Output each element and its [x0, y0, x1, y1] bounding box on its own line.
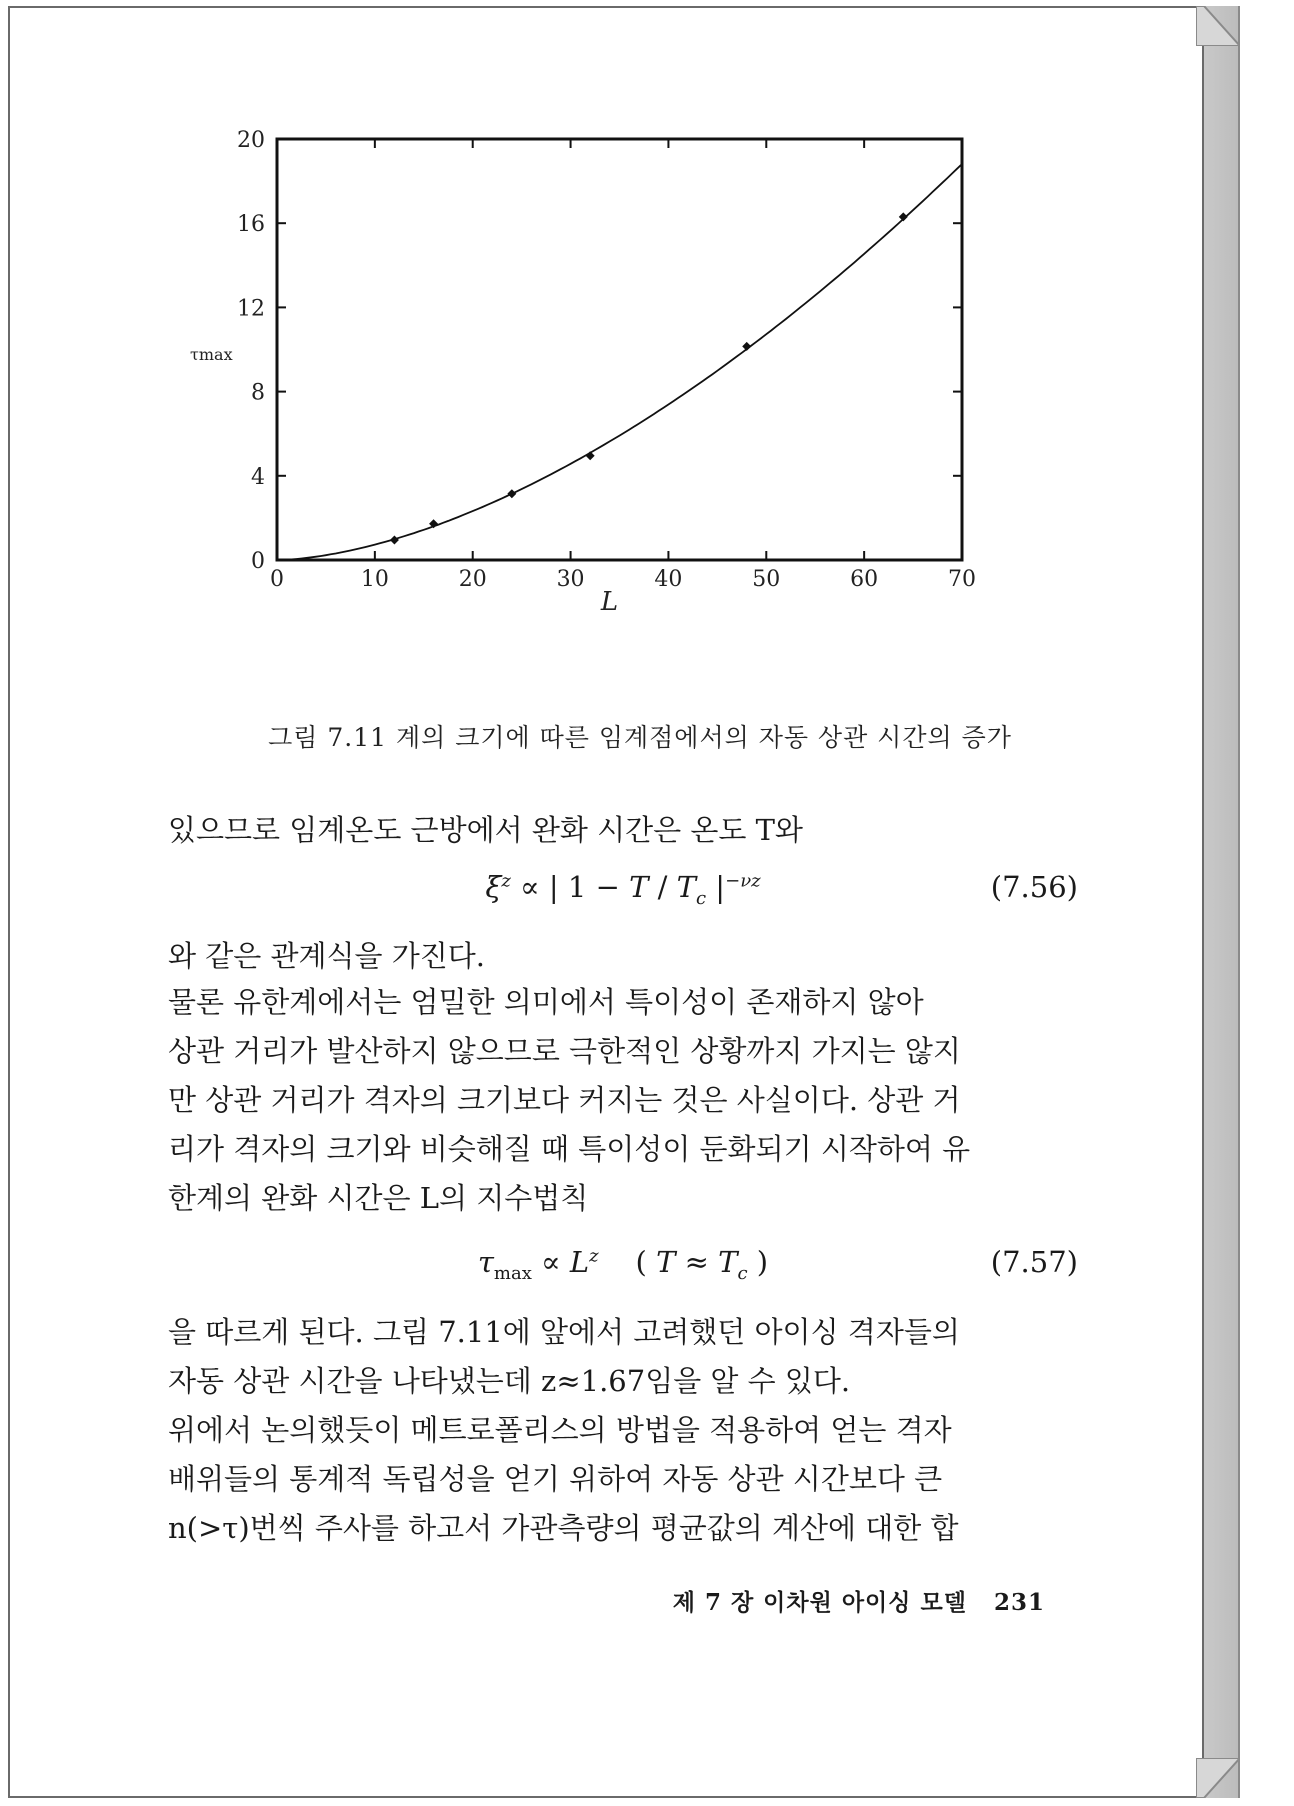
page-number: 231	[993, 1589, 1045, 1616]
text-line: n(>τ)번씩 주사를 하고서 가관측량의 평균값의 계산에 대한 합	[168, 1511, 959, 1545]
equation-7-57	[168, 1245, 1078, 1295]
text-line: 자동 상관 시간을 나타냈는데 z≈1.67임을 알 수 있다.	[168, 1364, 851, 1398]
figure-7-11	[180, 125, 1100, 705]
x-tick-label: 60	[850, 567, 879, 592]
autocorrelation-chart	[180, 125, 1100, 705]
paragraph-intro: 있으므로 임계온도 근방에서 완화 시간은 온도 T와	[168, 813, 803, 847]
x-tick-label: 10	[360, 567, 389, 592]
fit-curve	[277, 164, 962, 560]
equation-formula: $\xi^z$ ∝ | $1 - T / T_c$ $|^{-\nu z}$	[485, 870, 761, 909]
chapter-title: 제 7 장 이차원 아이싱 모델	[672, 1589, 967, 1616]
y-tick-label: 20	[237, 128, 265, 153]
text-line: 만 상관 거리가 격자의 크기보다 커지는 것은 사실이다. 상관 거	[168, 1083, 961, 1117]
text-line: 상관 거리가 발산하지 않으므로 극한적인 상황까지 가지는 않지	[168, 1034, 961, 1068]
data-point	[390, 536, 399, 545]
text-line: 리가 격자의 크기와 비슷해질 때 특이성이 둔화되기 시작하여 유	[168, 1132, 971, 1166]
x-tick-label: 0	[270, 567, 284, 592]
equation-7-56	[168, 870, 1078, 920]
text-line: 한계의 완화 시간은 L의 지수법칙	[168, 1181, 589, 1215]
text-line: 배위들의 통계적 독립성을 얻기 위하여 자동 상관 시간보다 큰	[168, 1462, 943, 1496]
y-tick-label: 4	[251, 464, 265, 490]
data-point	[899, 212, 908, 221]
x-tick-label: 70	[948, 567, 976, 592]
y-tick-label: 16	[237, 212, 265, 238]
text-line: 위에서 논의했듯이 메트로폴리스의 방법을 적용하여 얻는 격자	[168, 1413, 952, 1447]
figure-caption: 그림 7.11 계의 크기에 따른 임계점에서의 자동 상관 시간의 증가	[268, 723, 1012, 752]
paragraph-after-eq1: 와 같은 관계식을 가진다.	[168, 939, 486, 973]
y-tick-label: 0	[251, 549, 265, 574]
data-point	[586, 451, 595, 460]
text-line: 물론 유한계에서는 엄밀한 의미에서 특이성이 존재하지 않아	[168, 985, 924, 1019]
y-axis-label: τmax	[190, 345, 233, 365]
x-axis-label: L	[600, 587, 619, 617]
page-corner-bottom	[1196, 1758, 1240, 1798]
x-tick-label: 30	[556, 567, 585, 592]
text-line: 을 따르게 된다. 그림 7.11에 앞에서 고려했던 아이싱 격자들의	[168, 1315, 960, 1349]
page-edge-shadow	[1204, 6, 1240, 1798]
y-tick-label: 12	[237, 296, 265, 322]
page-footer	[645, 1584, 1045, 1617]
equation-formula: $\tau_{max} \propto L^z$ ( $T \approx T_c$ )	[477, 1245, 769, 1284]
plot-frame	[277, 139, 962, 560]
equation-number: (7.56)	[990, 870, 1078, 904]
y-tick-label: 8	[251, 380, 265, 406]
x-tick-label: 50	[752, 567, 781, 592]
data-point	[742, 342, 751, 351]
x-tick-label: 20	[458, 567, 487, 592]
data-point	[507, 489, 516, 498]
x-tick-label: 40	[654, 567, 683, 592]
page-corner-top	[1196, 6, 1240, 46]
equation-number: (7.57)	[990, 1245, 1078, 1279]
